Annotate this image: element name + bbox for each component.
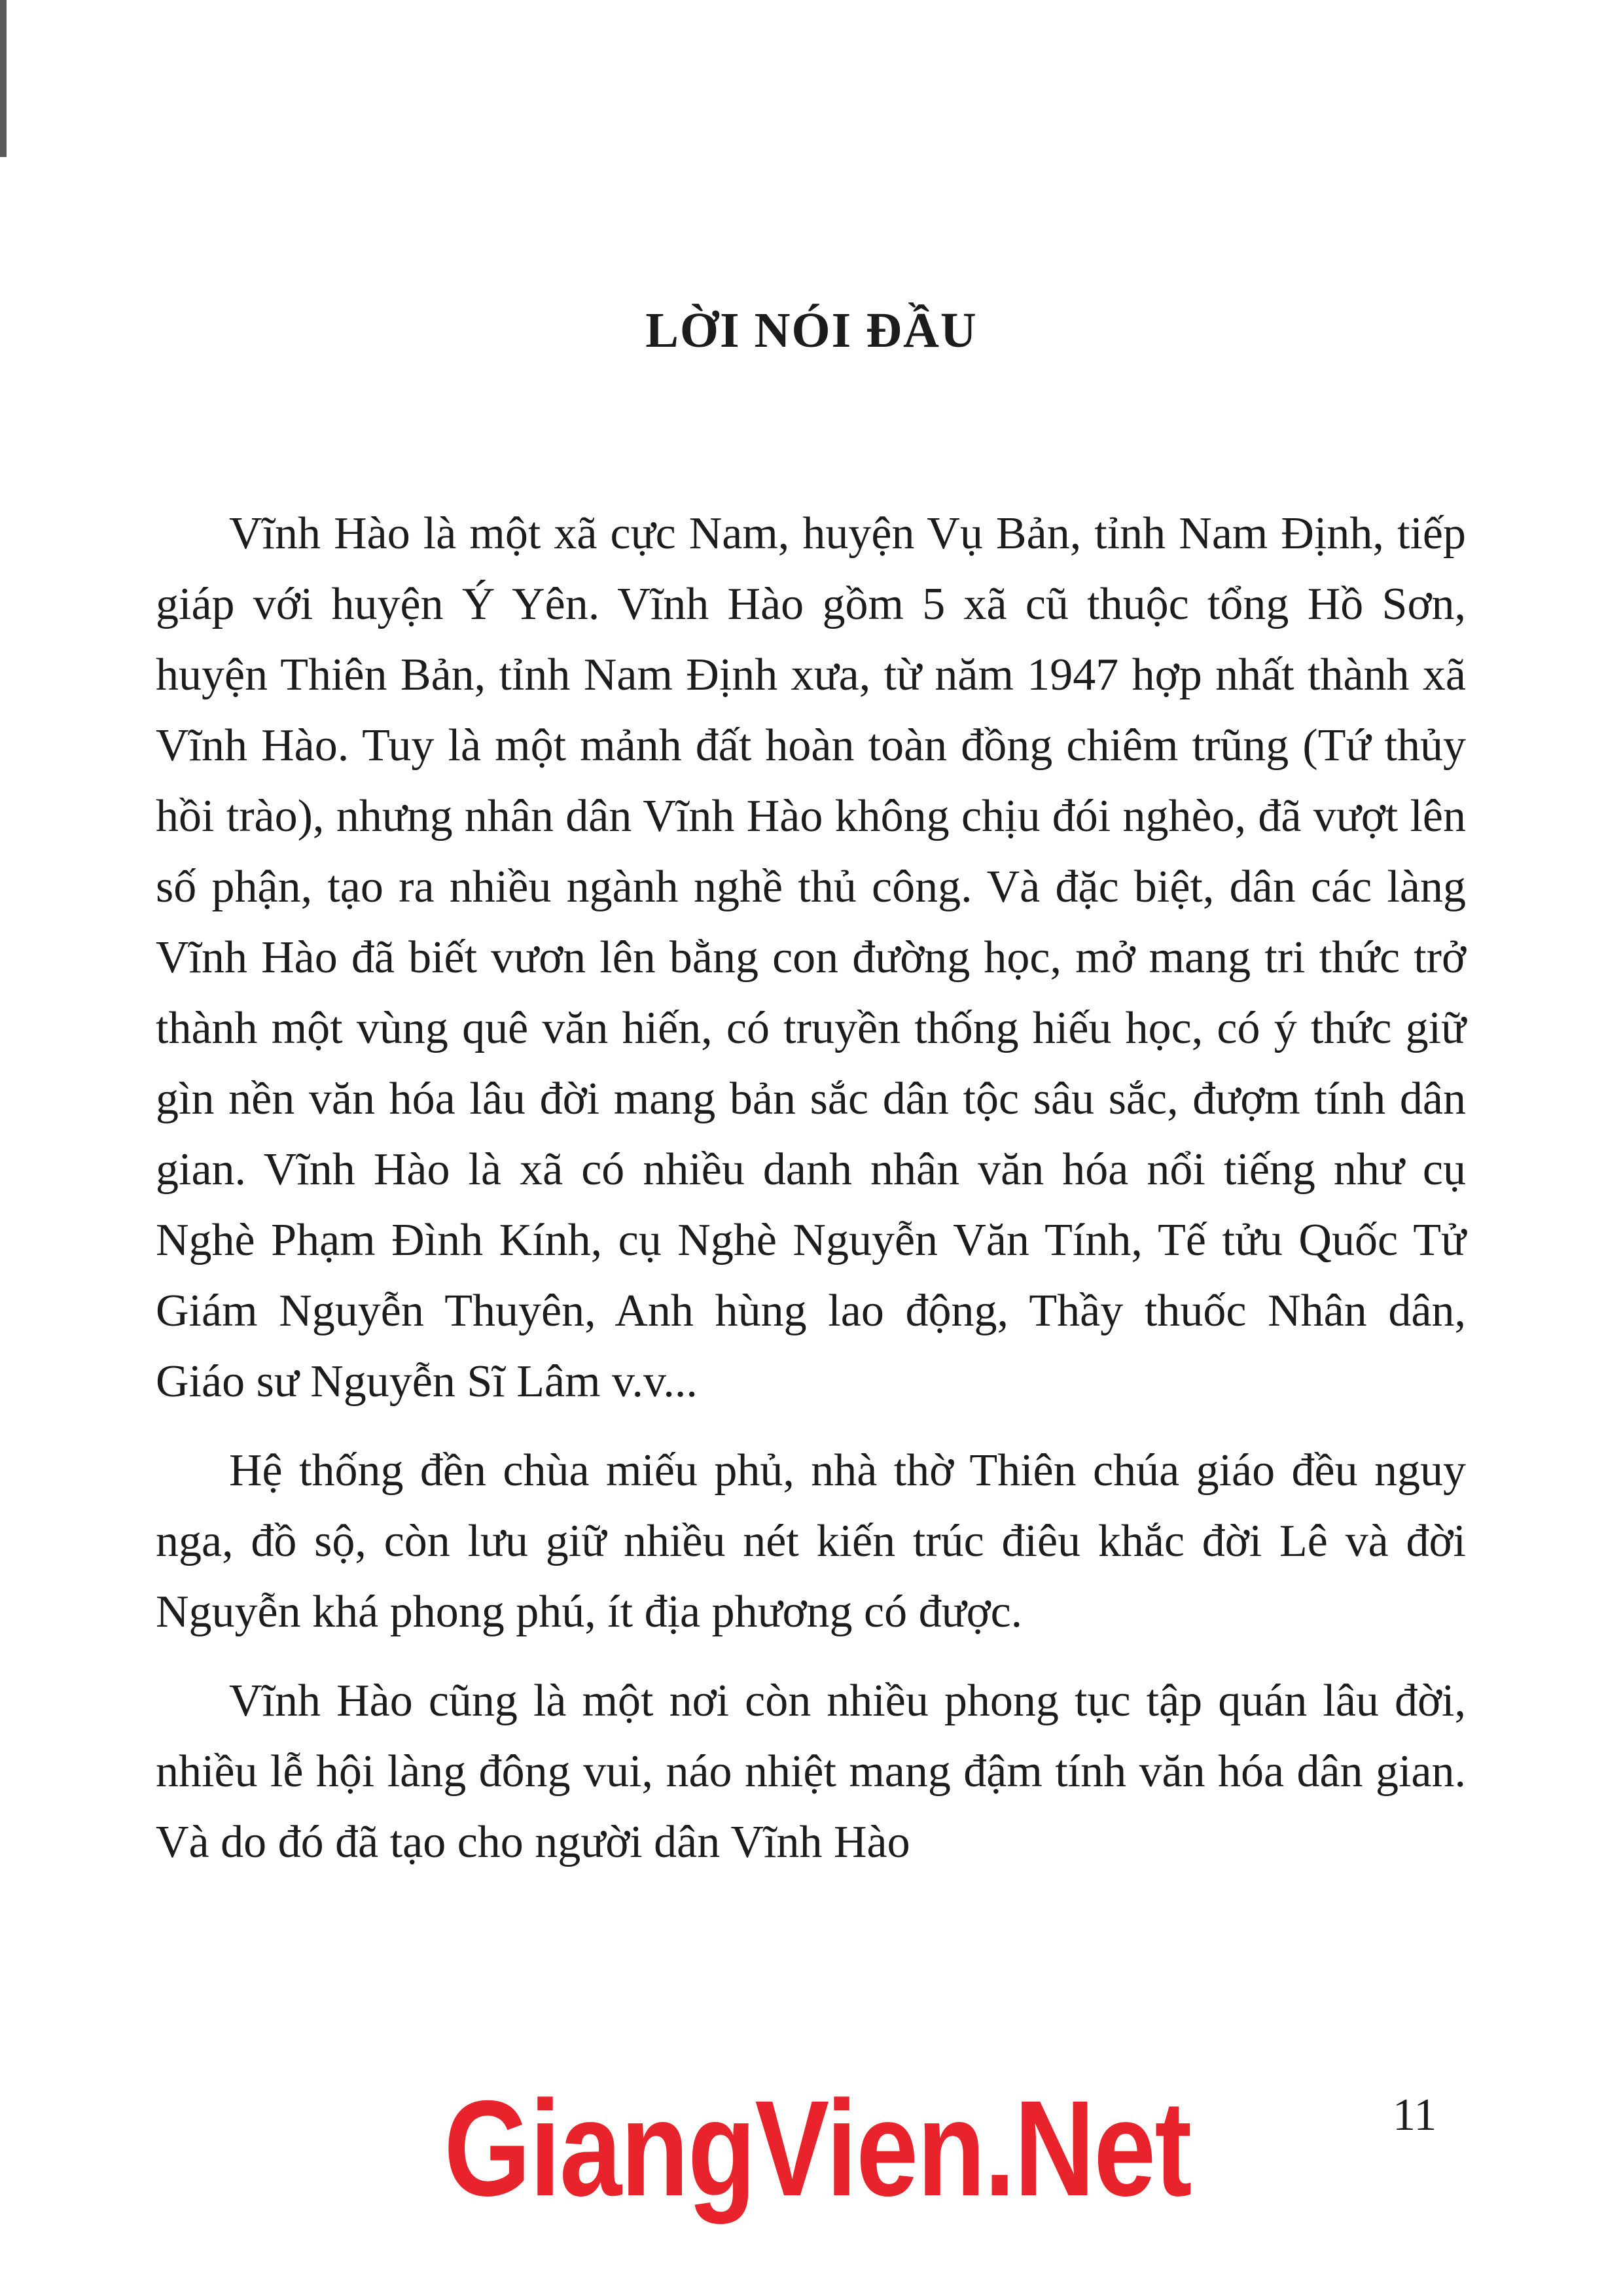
page-title: LỜI NÓI ĐẦU — [645, 303, 978, 358]
watermark-logo: GiangVien.Net — [444, 2073, 1191, 2225]
paragraph: Vĩnh Hào là một xã cực Nam, huyện Vụ Bản, tỉnh Nam Định, tiếp giáp với huyện Ý Yên. Vĩnh Hào gồm 5 xã cũ thuộc tổng Hồ Sơn, huyện Thiên Bản, tỉnh Nam Định xưa, từ năm 1947 hợp nhất thành xã Vĩnh Hào. Tuy là một mảnh đất hoàn toàn đồng chiêm trũng (Tứ thủy hồi trào), nhưng nhân dân Vĩnh Hào không chịu đói nghèo, đã vượt lên số phận, tạo ra nhiều ngành nghề thủ công. Và đặc biệt, dân các làng Vĩnh Hào đã biết vươn lên bằng con đường học, mở mang tri thức trở thành một vùng quê văn hiến, có truyền thống hiếu học, có ý thức giữ gìn nền văn hóa lâu đời mang bản sắc dân tộc sâu sắc, đượm tính dân gian. Vĩnh Hào là xã có nhiều danh nhân văn hóa nổi tiếng như cụ Nghè Phạm Đình Kính, cụ Nghè Nguyễn Văn Tính, Tế tửu Quốc Tử Giám Nguyễn Thuyên, Anh hùng lao động, Thầy thuốc Nhân dân, Giáo sư Nguyễn Sĩ Lâm v.v... — [156, 508, 1466, 1407]
body-text — [156, 499, 1466, 1896]
page-edge-shadow — [0, 0, 7, 157]
paragraph: Vĩnh Hào cũng là một nơi còn nhiều phong tục tập quán lâu đời, nhiều lễ hội làng đông vui, náo nhiệt mang đậm tính văn hóa dân gian. Và do đó đã tạo cho người dân Vĩnh Hào — [156, 1676, 1466, 1867]
page-number: 11 — [1393, 2090, 1437, 2140]
paragraph: Hệ thống đền chùa miếu phủ, nhà thờ Thiên chúa giáo đều nguy nga, đồ sộ, còn lưu giữ nhiều nét kiến trúc điêu khắc đời Lê và đời Nguyễn khá phong phú, ít địa phương có được. — [156, 1445, 1466, 1637]
